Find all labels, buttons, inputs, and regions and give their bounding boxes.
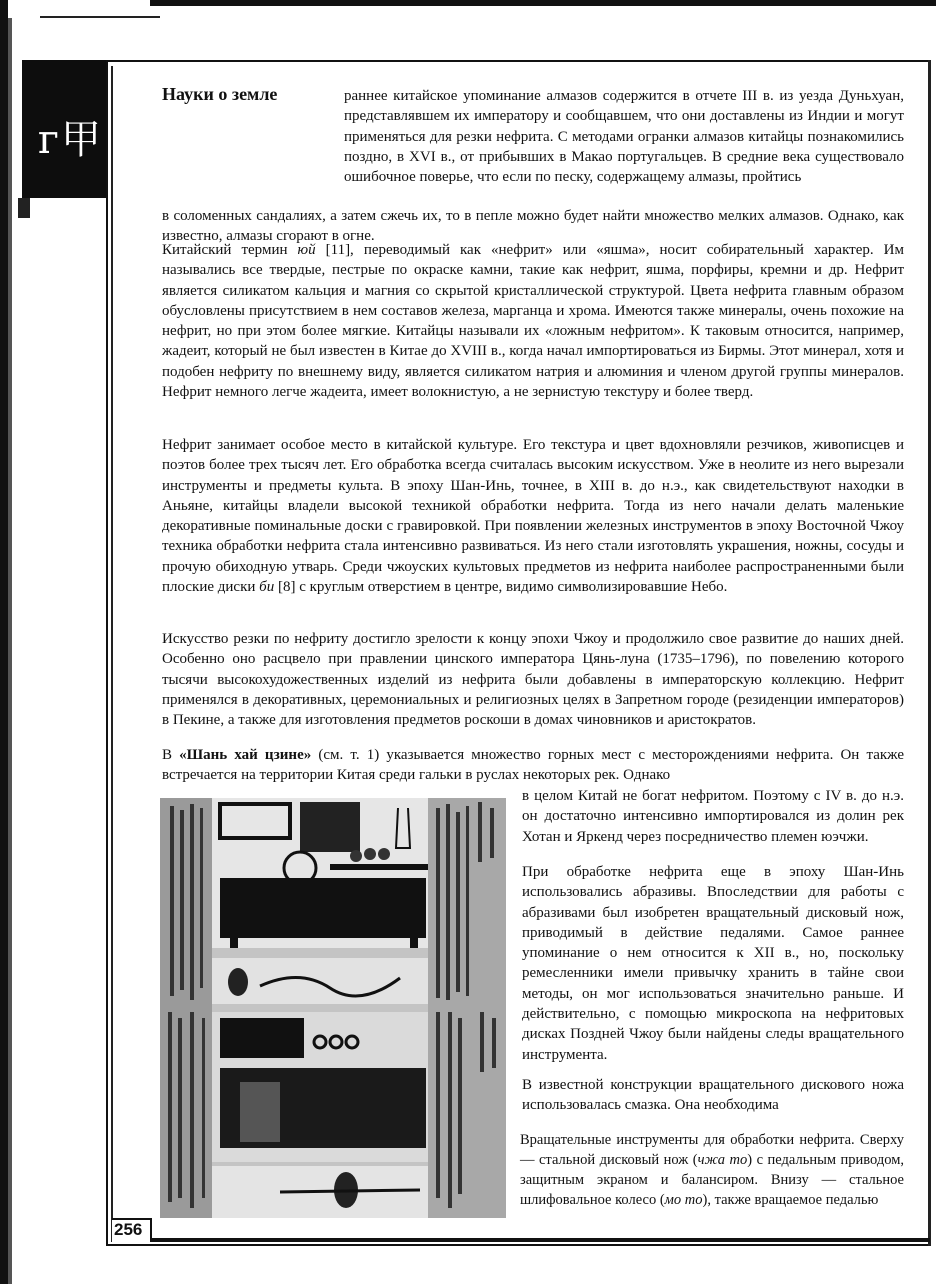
scan-edge-top <box>150 0 936 6</box>
text-run: [8] с круглым отверстием в центре, видимо символизировавшие Небо. <box>274 579 728 596</box>
figure-caption <box>520 1130 904 1210</box>
text-run: Китайский термин <box>162 242 298 258</box>
paragraph-shan-hai-jing <box>162 745 904 786</box>
paragraph-lubricant: В известной конструкции вращательного дискового ножа использовалась смазка. Она необходима <box>522 1077 904 1114</box>
woodcut-illustration <box>160 798 506 1218</box>
section-title: Науки о земле <box>162 84 278 104</box>
text-run: Нефрит занимает особое место в китайской культуре. Его текстура и цвет вдохновляли резчиков, живописцев и поэтов более трех тысяч лет. Его обработка всегда считалась высоким искусством. Уже в неолите из него вырезали инструменты и предметы культа. В эпоху Шан-Инь, точнее, в XIII в. до н.э., как свидетельствуют находки в Аньяне, китайцы владели высокой техникой обработки нефрита. Тогда из него начали делать маленькие декоративные поминальные доски с гравировкой. При появлении железных инструментов в эпоху Восточной Чжоу техника обработки нефрита стала интенсивно развиваться. Из него стали изготовлять украшения, ножны, сосуды и прочую обиходную утварь. Среди чжоуских культовых предметов из нефрита наиболее распространенными были плоские диски <box>162 437 904 596</box>
page-frame-right-line <box>928 60 931 1246</box>
page-frame-inner-line <box>111 66 113 1242</box>
chapter-glyph: г甲 <box>38 117 103 163</box>
term-mo-to: мо то <box>664 1192 703 1208</box>
term-yu: юй <box>297 242 316 258</box>
rail-tab <box>18 198 30 218</box>
text-run: ) с педальным приводом, защитным экраном и балансиром. Внизу — стальное шлифовальное колесо ( <box>520 1152 905 1208</box>
page-number: 256 <box>114 1220 143 1239</box>
paragraph-diamonds-cont: в соломенных сандалиях, а затем сжечь их, то в пепле можно будет найти множество мелких алмазов. Однако, как известно, алмазы сгорают в огне. <box>162 208 904 245</box>
text-run: Вращательные инструменты для обработки нефрита. Сверху — стальной дисковый нож ( <box>520 1132 904 1168</box>
text-run: [11], переводимый как «нефрит» или «яшма», носит собирательный характер. Им назывались все твердые, пестрые по окраске камни, такие как нефрит, яшма, порфиры, кремни и др. Нефрит является силикатом кальция и магния со скрытой кристаллической структурой. Цвета нефрита главным образом обусловлены присутствием в нем составов железа, марганца и хрома. Имеются также минералы, очень похожие на нефрит, но при этом более мягкие. Китайцы называли их «ложным нефритом». К таковым относится, например, жадеит, который не был известен в Китае до XVIII в., когда начал импортироваться из Бирмы. Этот минерал, хотя и подобен нефриту по внешнему виду, является силикатом натрия и алюминия и членом другой группы минералов. Нефрит немного легче жадеита, имеет волокнистую, а не зернистую текстуру и более тверд. <box>162 242 904 401</box>
paragraph-diamonds: раннее китайское упоминание алмазов содержится в отчете III в. из уезда Дуньхуан, представлявшем их императору и сообщавшем, что они доставлены из Индии и могут применяться для резки нефрита. С методами огранки алмазов китайцы познакомились поздно, в XVI в., от прибывших в Макао португальцев. В средние века существовало ошибочное поверье, что если по песку, содержащему алмазы, пройтись <box>344 88 904 186</box>
paragraph-abrasives: При обработке нефрита еще в эпоху Шан-Инь использовались абразивы. Впоследствии для работы с абразивами был изобретен вращательный дисковый нож, приводимый в действие педалями. Самое раннее упоминание о нем относится к XII в., но, поскольку ремесленники имели привычку хранить в тайне свои методы, он мог использоваться значительно раньше. И действительно, с помощью микроскопа на нефритовых дисках Поздней Чжоу были найдены следы вращательного инструмента. <box>522 864 904 1063</box>
text-run: (см. т. 1) указывается множество горных мест с месторождениями нефрита. Он также встречается на территории Китая среди гальки в руслах некоторых рек. Однако <box>162 747 904 784</box>
scan-edge-left <box>0 0 8 1284</box>
term-bi: би <box>259 579 275 596</box>
page-frame-bottom-line <box>112 1238 930 1242</box>
paragraph-jade-culture <box>162 435 904 597</box>
figure-rotary-tools <box>160 798 506 1218</box>
scan-edge-left-shadow <box>8 18 12 1284</box>
text-run: ), также вращаемое педалью <box>702 1192 879 1208</box>
paragraph-import: в целом Китай не богат нефритом. Поэтому с IV в. до н.э. он достаточно интенсивно импортировался из долин рек Хотан и Яркенд через посредничество племен юэчжи. <box>522 788 904 845</box>
paragraph-jade-carving: Искусство резки по нефриту достигло зрелости к концу эпохи Чжоу и продолжило свое развитие до наших дней. Особенно оно расцвело при правлении цинского императора Цянь-луна (1735–1796), по повелению которого тысячи высокохудожественных изделий из нефрита были добавлены в императорскую коллекцию. Нефрит применялся в декоративных, церемониальных и религиозных целях в Запретном городе (резиденции императоров) в Пекине, а также для изготовления предметов роскоши в домах чиновников и аристократов. <box>162 631 904 729</box>
term-shan-hai-jing: «Шань хай цзине» <box>179 747 312 763</box>
paragraph-yu-term <box>162 240 904 402</box>
term-zha-to: чжа то <box>697 1152 748 1168</box>
text-run: В <box>162 747 180 763</box>
scan-mark-top <box>40 16 160 18</box>
